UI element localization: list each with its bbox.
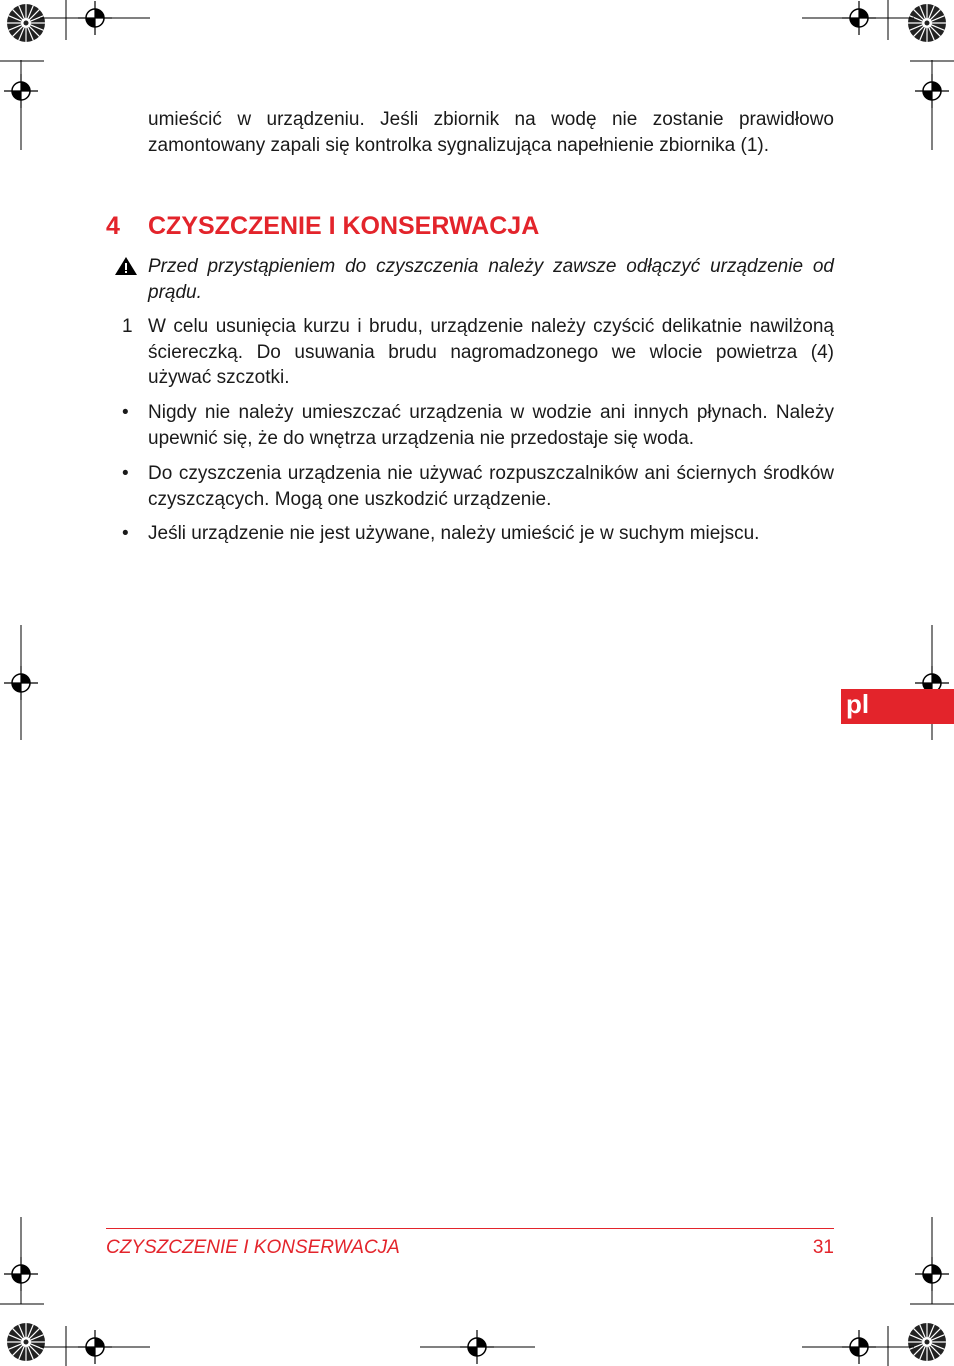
registration-mark-icon xyxy=(915,1257,949,1291)
registration-mark-icon xyxy=(842,1330,876,1364)
registration-mark-icon xyxy=(915,74,949,108)
registration-mark-icon xyxy=(842,1,876,35)
bullet-item: Do czyszczenia urządzenia nie używać rozpuszczalników ani ściernych środków czyszczących. Mogą one uszkodzić urządzenie. xyxy=(148,463,834,510)
footer-rule xyxy=(106,1228,834,1229)
bullet-item: Nigdy nie należy umieszczać urządzenia w wodzie ani innych płynach. Należy upewnić się, że do wnętrza urządzenia nie przedostaje się woda. xyxy=(148,402,834,449)
footer-title: CZYSZCZENIE I KONSERWACJA xyxy=(106,1237,400,1258)
color-bar-circle-icon xyxy=(908,4,946,42)
warning-text: Przed przystąpieniem do czyszczenia należy zawsze odłączyć urządzenie od prądu. xyxy=(148,256,834,303)
registration-mark-icon xyxy=(78,1330,112,1364)
bullet-marker: • xyxy=(122,463,129,484)
registration-mark-icon xyxy=(4,1257,38,1291)
step-number: 1 xyxy=(122,316,133,337)
registration-mark-icon xyxy=(4,74,38,108)
registration-mark-icon xyxy=(460,1330,494,1364)
color-bar-circle-icon xyxy=(7,1323,45,1361)
bullet-marker: • xyxy=(122,402,129,423)
language-tab: pl xyxy=(841,689,954,724)
warning-triangle-icon xyxy=(114,256,138,276)
bullet-marker: • xyxy=(122,523,129,544)
intro-paragraph: umieścić w urządzeniu. Jeśli zbiornik na wodę nie zostanie prawidłowo zamontowany zapali się kontrolka sygnalizująca napełnienie zbiornika (1). xyxy=(148,109,834,156)
color-bar-circle-icon xyxy=(908,1323,946,1361)
section-title: CZYSZCZENIE I KONSERWACJA xyxy=(148,212,540,240)
registration-mark-icon xyxy=(4,666,38,700)
section-number: 4 xyxy=(106,212,120,240)
color-bar-circle-icon xyxy=(7,4,45,42)
page-number: 31 xyxy=(812,1237,834,1258)
bullet-item: Jeśli urządzenie nie jest używane, należy umieścić je w suchym miejscu. xyxy=(148,523,760,544)
step-text: W celu usunięcia kurzu i brudu, urządzenie należy czyścić delikatnie nawilżoną ściereczką. Do usuwania brudu nagromadzonego we wlocie powietrza (4) używać szczotki. xyxy=(148,316,834,388)
section-heading xyxy=(106,210,539,242)
registration-mark-icon xyxy=(78,1,112,35)
